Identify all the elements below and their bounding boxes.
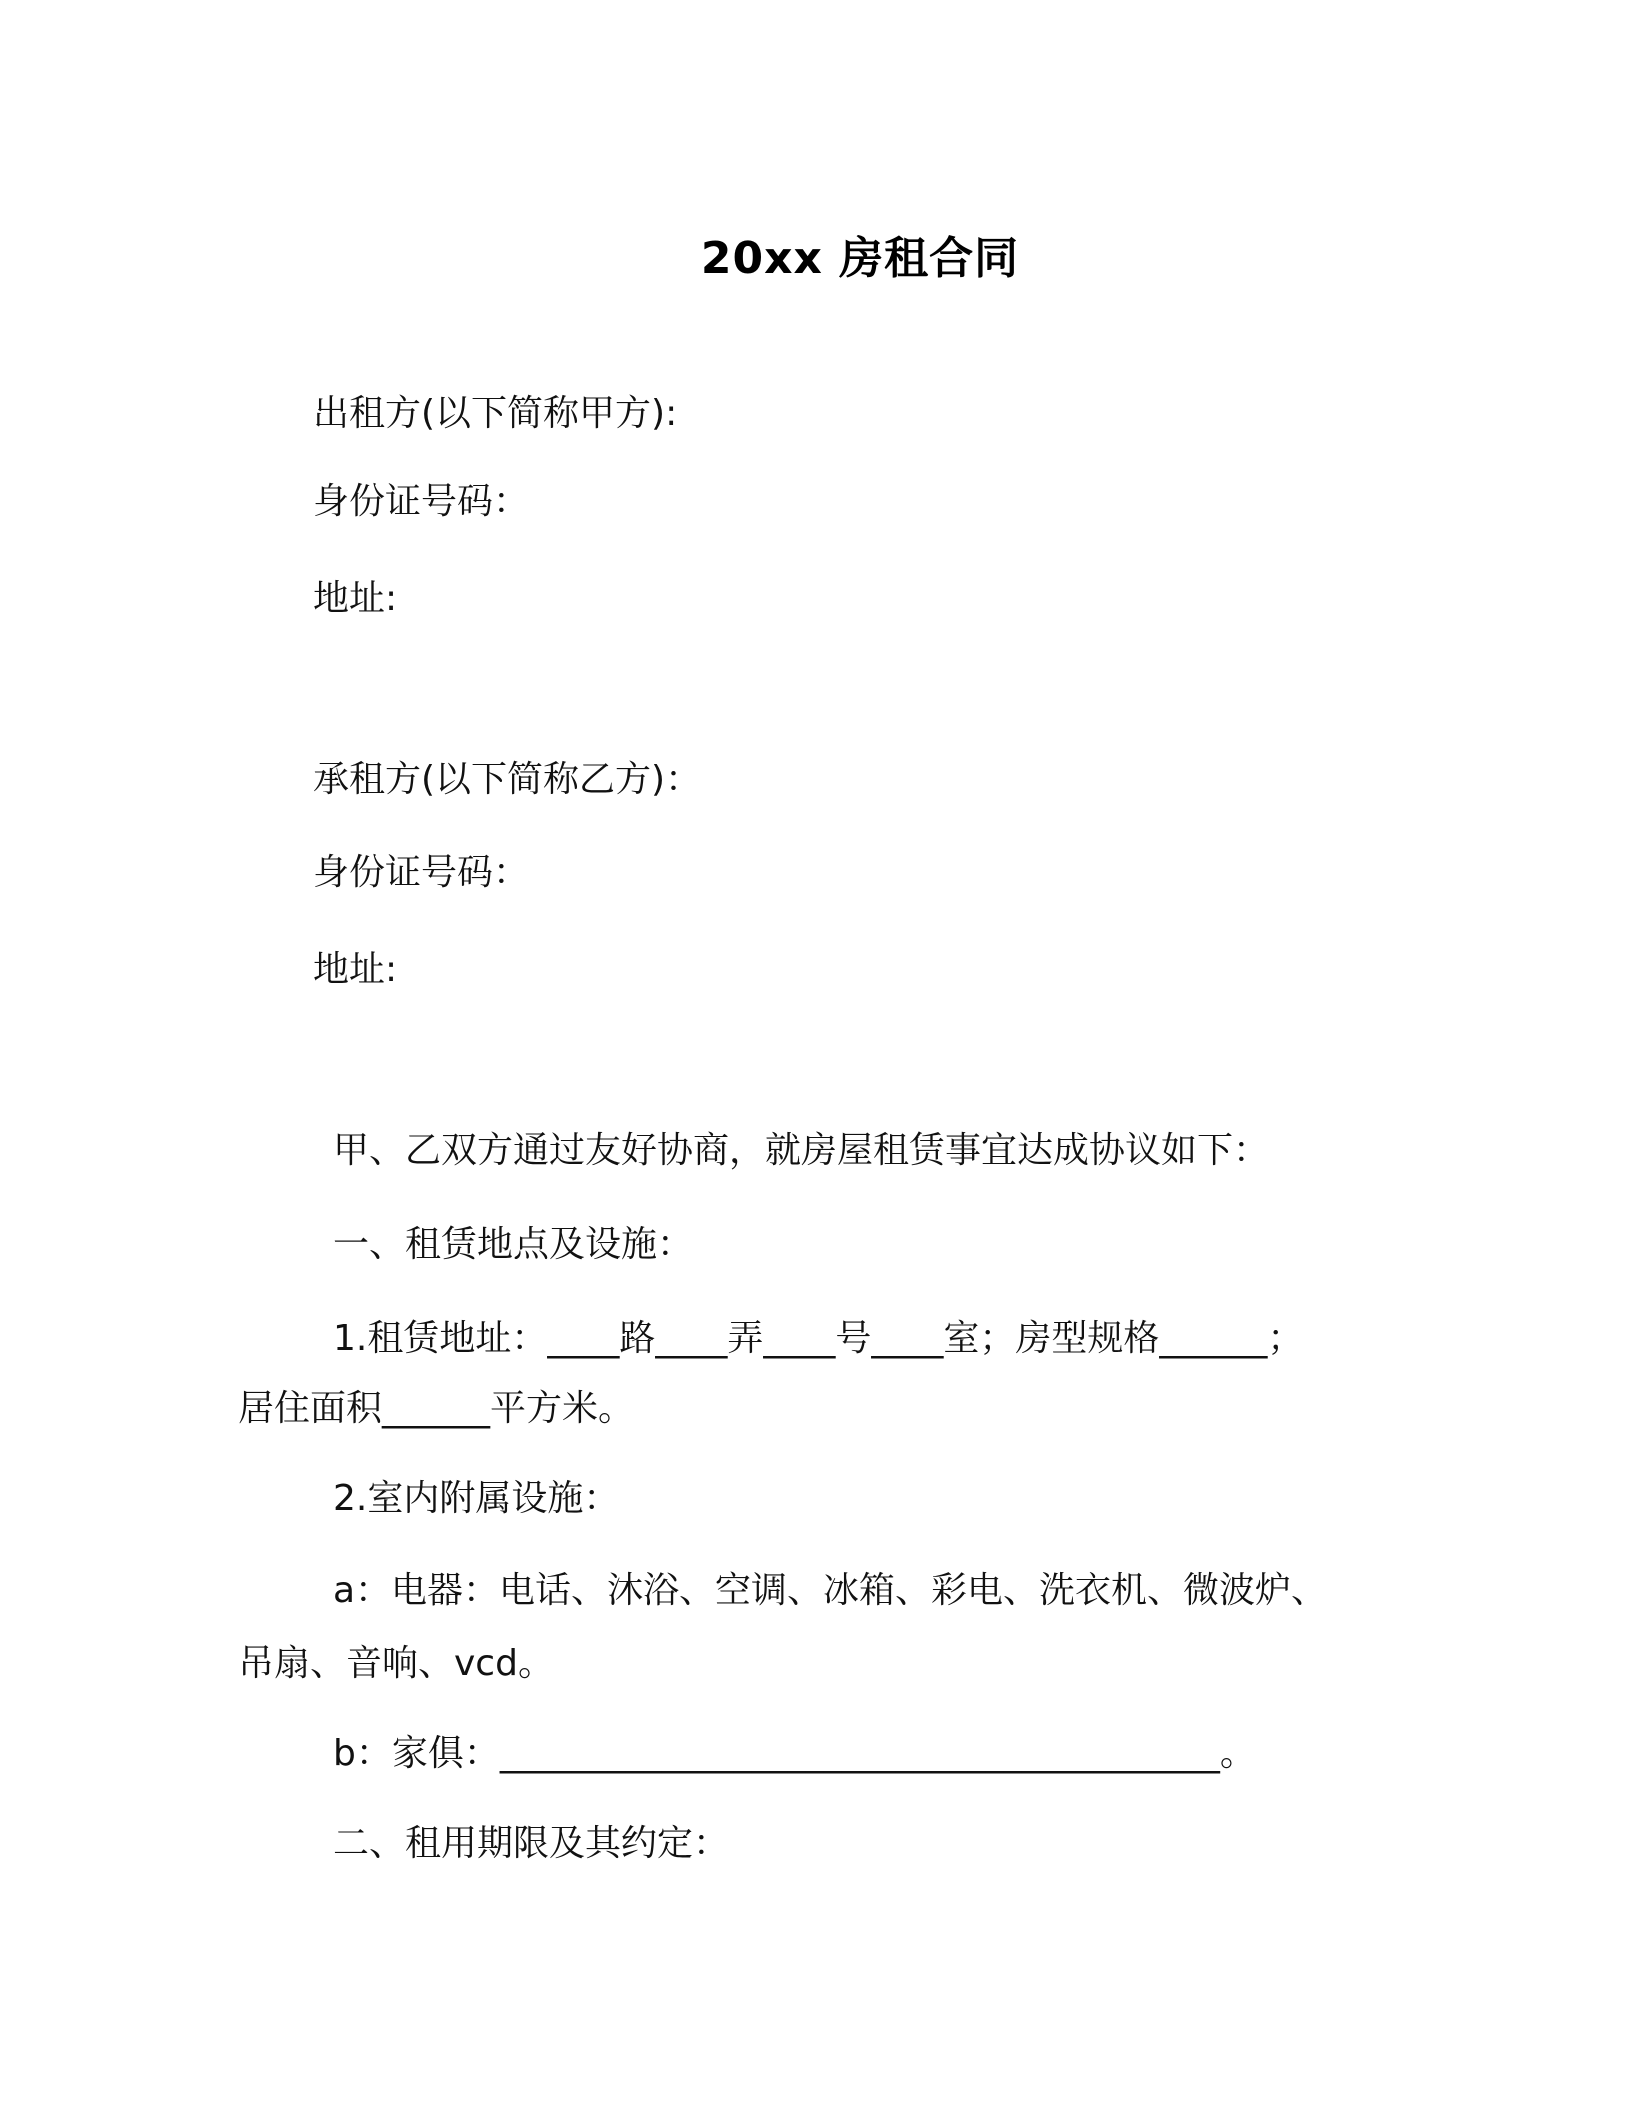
- item-a-line-1: a：电器：电话、沐浴、空调、冰箱、彩电、洗衣机、微波炉、: [333, 1570, 1328, 1611]
- intro-paragraph: 甲、乙双方通过友好协商，就房屋租赁事宜达成协议如下：: [333, 1130, 1270, 1171]
- section-2-heading: 二、租用期限及其约定：: [333, 1823, 730, 1864]
- document-title: 20xx 房租合同: [700, 233, 1020, 284]
- lessee-label: 承租方(以下简称乙方)：: [313, 759, 702, 800]
- item-1-line-2: 居住面积______平方米。: [238, 1388, 635, 1429]
- lessee-address-label: 地址:: [313, 949, 398, 990]
- lessee-id-label: 身份证号码：: [313, 852, 530, 893]
- item-b: b：家俱：________________________________________。: [333, 1733, 1256, 1774]
- item-2: 2.室内附属设施：: [333, 1478, 620, 1519]
- section-1-heading: 一、租赁地点及设施：: [333, 1224, 694, 1265]
- item-a-line-2: 吊扇、音响、vcd。: [238, 1643, 554, 1684]
- lessor-id-label: 身份证号码：: [313, 481, 530, 522]
- lessor-label: 出租方(以下简称甲方):: [313, 393, 678, 434]
- item-1-line-1: 1.租赁地址：____路____弄____号____室；房型规格______；: [333, 1318, 1304, 1359]
- lessor-address-label: 地址:: [313, 578, 398, 619]
